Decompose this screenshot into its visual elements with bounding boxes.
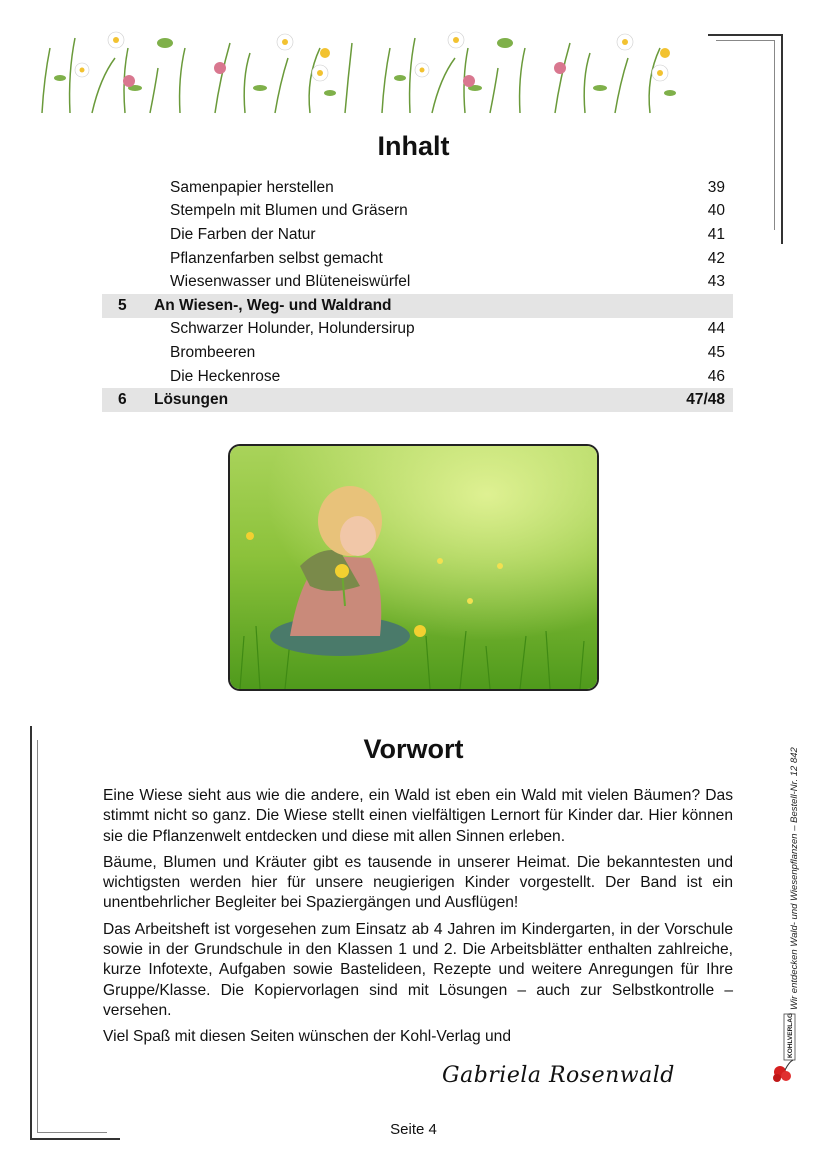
page-number: Seite 4 xyxy=(390,1121,437,1138)
toc-entry-label: Stempeln mit Blumen und Gräsern xyxy=(170,202,408,220)
foreword-paragraph: Das Arbeitsheft ist vorgesehen zum Einsatz ab 4 Jahren im Kindergarten, in der Vorschule sowie in der Grundschule in den Klassen 1 und 2. Die Arbeitsblätter enthalten zahlreiche, kurze Infotexte, Aufgaben sowie Bastelideen, Rezepte und weitere Anregungen für Ihre Gruppe/Klasse. Die Kopiervorlagen sind mit Lösungen – auch zur Selbstkontrolle – versehen. xyxy=(103,920,733,1019)
frame-line xyxy=(30,726,32,1139)
toc-section-number: 5 xyxy=(118,296,127,314)
side-order-info: Wir entdecken Wald- und Wiesenpflanzen – Bestell-Nr. 12 842 xyxy=(789,747,800,1010)
toc-entry-page: 46 xyxy=(707,367,725,385)
toc-entry[interactable] xyxy=(102,247,733,271)
toc-section[interactable] xyxy=(102,388,733,412)
kohl-verlag-logo xyxy=(771,1012,799,1084)
toc-entry[interactable] xyxy=(102,318,733,342)
toc-entry[interactable] xyxy=(102,270,733,294)
toc-entry-label: Samenpapier herstellen xyxy=(170,178,334,196)
toc-entry-label: Wiesenwasser und Blüteneiswürfel xyxy=(170,273,411,291)
toc-entry-label: Brombeeren xyxy=(170,343,256,361)
toc-entry-page: 45 xyxy=(707,343,725,361)
toc-section[interactable] xyxy=(102,294,733,318)
foreword-text xyxy=(103,786,733,1054)
foreword-paragraph: Bäume, Blumen und Kräuter gibt es tausende in unserer Heimat. Die bekanntesten und wichtigsten werden hier für unsere neugierigen Kinder vorgestellt. Der Band ist ein unentbehrlicher Begleiter bei Spaziergängen und Ausflügen! xyxy=(103,853,733,912)
toc-entry-label: Die Heckenrose xyxy=(170,367,281,385)
toc-entry[interactable] xyxy=(102,200,733,224)
toc-entry-page: 42 xyxy=(707,249,725,267)
frame-line xyxy=(708,34,782,36)
meadow-photo-illustration xyxy=(230,446,597,689)
toc-section-number: 6 xyxy=(118,391,127,409)
frame-line xyxy=(30,1138,120,1140)
toc-entry[interactable] xyxy=(102,223,733,247)
foreword-paragraph: Eine Wiese sieht aus wie die andere, ein Wald ist eben ein Wald mit vielen Bäumen? Das stimmt nicht so ganz. Die Wiese stellt einen vielfältigen Lernort für Kinder dar. Hier können sie die Pflanzenwelt entdecken und diese mit allen Sinnen erleben. xyxy=(103,787,733,845)
toc-section-label: Lösungen xyxy=(154,391,229,409)
photo-child-in-meadow xyxy=(228,444,599,691)
toc-entry[interactable] xyxy=(102,341,733,365)
foreword-paragraph: Viel Spaß mit diesen Seiten wünschen der Kohl-Verlag und xyxy=(103,1028,511,1046)
toc-entry[interactable] xyxy=(102,176,733,200)
foreword-title: Vorwort xyxy=(363,734,464,764)
toc-entry-label: Die Farben der Natur xyxy=(170,225,316,243)
toc-section-label: An Wiesen-, Weg- und Waldrand xyxy=(154,296,392,314)
toc-entry-page: 41 xyxy=(707,225,725,243)
toc-section-page: 47/48 xyxy=(686,391,725,409)
toc-title: Inhalt xyxy=(377,131,450,161)
logo-text: KOHLVERLAG xyxy=(787,1012,794,1058)
toc-entry-page: 44 xyxy=(707,320,725,338)
flower-border-illustration xyxy=(30,18,690,118)
toc-entry-page: 40 xyxy=(707,202,725,220)
toc-entry-page: 39 xyxy=(707,178,725,196)
author-signature: Gabriela Rosenwald xyxy=(442,1063,675,1088)
toc-entry-label: Schwarzer Holunder, Holundersirup xyxy=(170,320,415,338)
table-of-contents xyxy=(102,176,733,412)
frame-line xyxy=(716,40,774,41)
toc-entry-page: 43 xyxy=(707,273,725,291)
toc-entry[interactable] xyxy=(102,365,733,389)
toc-entry-label: Pflanzenfarben selbst gemacht xyxy=(170,249,383,267)
frame-line xyxy=(37,740,38,1132)
